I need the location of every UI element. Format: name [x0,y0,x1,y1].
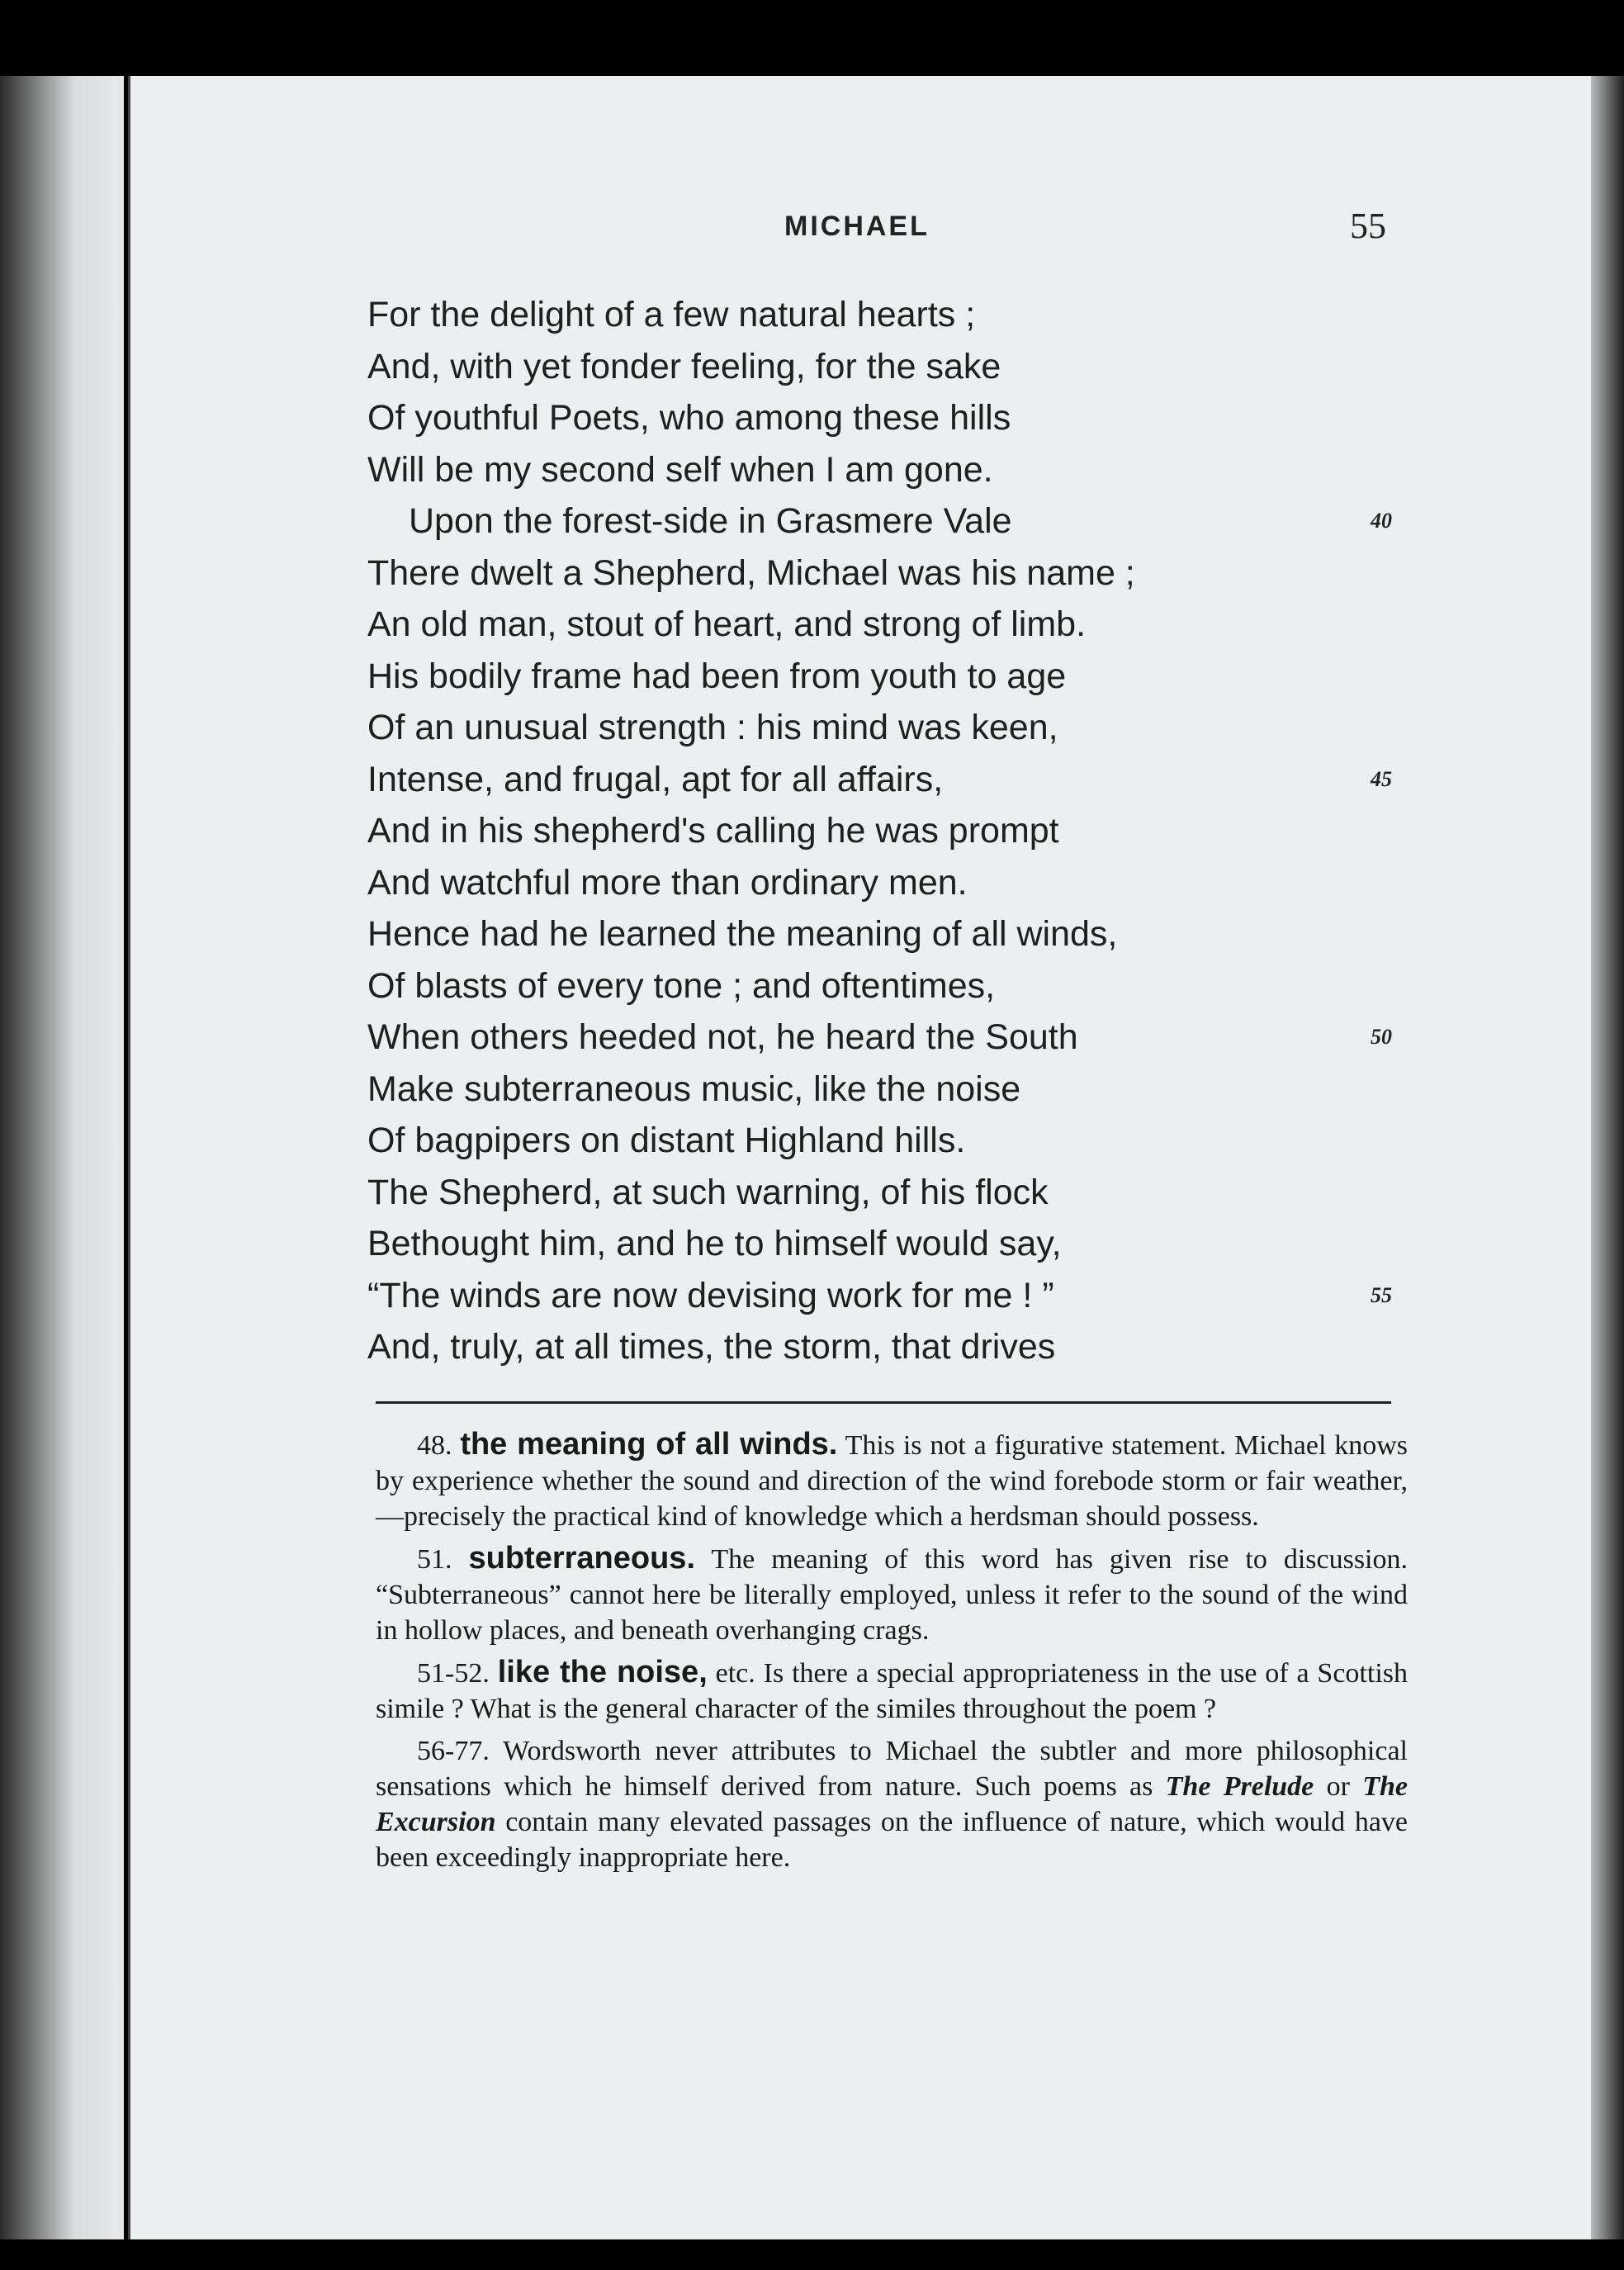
running-title: MICHAEL [784,211,930,242]
poem-line-text: Hence had he learned the meaning of all winds, [367,914,1118,954]
poem-line-text: The Shepherd, at such warning, of his flock [367,1172,1049,1212]
footnote-title: The Prelude [1165,1771,1314,1802]
poem-line [367,960,1441,1012]
poem-line [367,599,1441,651]
poem-line [367,805,1441,857]
poem-line [367,908,1441,960]
poem-line [367,857,1441,909]
poem-line-text: Bethought him, and he to himself would say, [367,1224,1062,1263]
poem-line [367,547,1441,599]
poem-line [367,651,1441,703]
poem-line [367,1012,1441,1064]
poem-line-text: And watchful more than ordinary men. [367,862,968,903]
poem-line [367,1064,1441,1116]
poem-line-text: Of blasts of every tone ; and oftentimes, [367,965,996,1006]
poem-line [367,392,1441,444]
poem-line-text: His bodily frame had been from youth to age [367,656,1067,696]
footnote-lemma: the meaning of all winds. [460,1427,838,1462]
line-number: 45 [1371,766,1392,791]
footnote-text: Wordsworth never attributes to Michael the subtler and more philosophical sensations which he himself derived from nature. Such poems as [376,1736,1408,1802]
footnote-line-ref: 51-52. [417,1658,490,1689]
footnote-line-ref: 48. [417,1430,452,1461]
right-page-edge [1591,76,1624,2239]
line-number: 40 [1371,509,1392,533]
poem-line-text: “The winds are now devising work for me ! ” [367,1275,1054,1315]
poem-line [367,1270,1441,1322]
footnote-lemma: like the noise, [497,1655,708,1689]
footnote-text: contain many elevated passages on the influence of nature, which would have been exceedingly inappropriate here. [376,1807,1408,1873]
poem-line [367,289,1441,341]
poem-line [367,444,1441,496]
poem-line-text: When others heeded not, he heard the South [367,1017,1078,1057]
poem-line-text: For the delight of a few natural hearts ; [367,295,976,334]
poem-line-text: Upon the forest-side in Grasmere Vale [409,501,1012,541]
footnote [376,1655,1408,1727]
poem-line-text: Make subterraneous music, like the noise [367,1069,1021,1109]
footnote-rule [376,1401,1391,1404]
footnote [376,1541,1408,1648]
line-number: 50 [1371,1025,1392,1049]
line-number: 55 [1371,1282,1392,1307]
poem-line-text: An old man, stout of heart, and strong of limb. [367,604,1087,644]
footnote-text: or [1326,1771,1350,1802]
poem-line [367,1115,1441,1167]
poem-line-text: Will be my second self when I am gone. [367,449,993,490]
poem-line-text: Of youthful Poets, who among these hills [367,398,1011,438]
footnote-text: This is not a figurative statement. Michael knows by experience whether the sound and direction of the wind forebode storm or fair weather,—precisely the practical kind of knowledge which a herdsman should possess. [376,1430,1409,1532]
poem-line-text: There dwelt a Shepherd, Michael was his name ; [367,552,1135,593]
poem-line-text: Of an unusual strength : his mind was keen, [367,708,1058,747]
poem-line-text: And, with yet fonder feeling, for the sake [367,346,1001,386]
left-page-edge [0,76,124,2239]
footnotes [376,1427,1408,1882]
footnote-line-ref: 51. [417,1544,452,1575]
poem-line [367,754,1441,806]
footnote-text: etc. Is there a special appropriateness in the use of a Scottish simile ? What is the general character of the similes throughout the poem ? [376,1658,1409,1724]
footnote-title: The Excursion [376,1771,1408,1837]
footnote-line-ref: 56-77. [417,1736,490,1766]
poem-line-text: And, truly, at all times, the storm, that drives [367,1327,1056,1367]
poem-line [367,1321,1441,1373]
poem-line [367,1167,1441,1219]
poem-line-text: Of bagpipers on distant Highland hills. [367,1121,966,1160]
poem-line [367,702,1441,754]
poem-line [367,341,1441,393]
footnote [376,1733,1408,1875]
poem-line [367,1218,1441,1270]
page-number: 55 [1350,206,1386,246]
poem-text [367,289,1441,1373]
poem-line-text: Intense, and frugal, apt for all affairs, [367,759,944,799]
poem-line [367,495,1441,547]
poem-line-text: And in his shepherd's calling he was prompt [367,811,1059,851]
footnote-text: The meaning of this word has given rise to discussion. “Subterraneous” cannot here be literally employed, unless it refer to the sound of the wind in hollow places, and beneath overhanging crags. [376,1544,1409,1646]
footnote [376,1427,1408,1534]
footnote-lemma: subterraneous. [468,1541,696,1576]
